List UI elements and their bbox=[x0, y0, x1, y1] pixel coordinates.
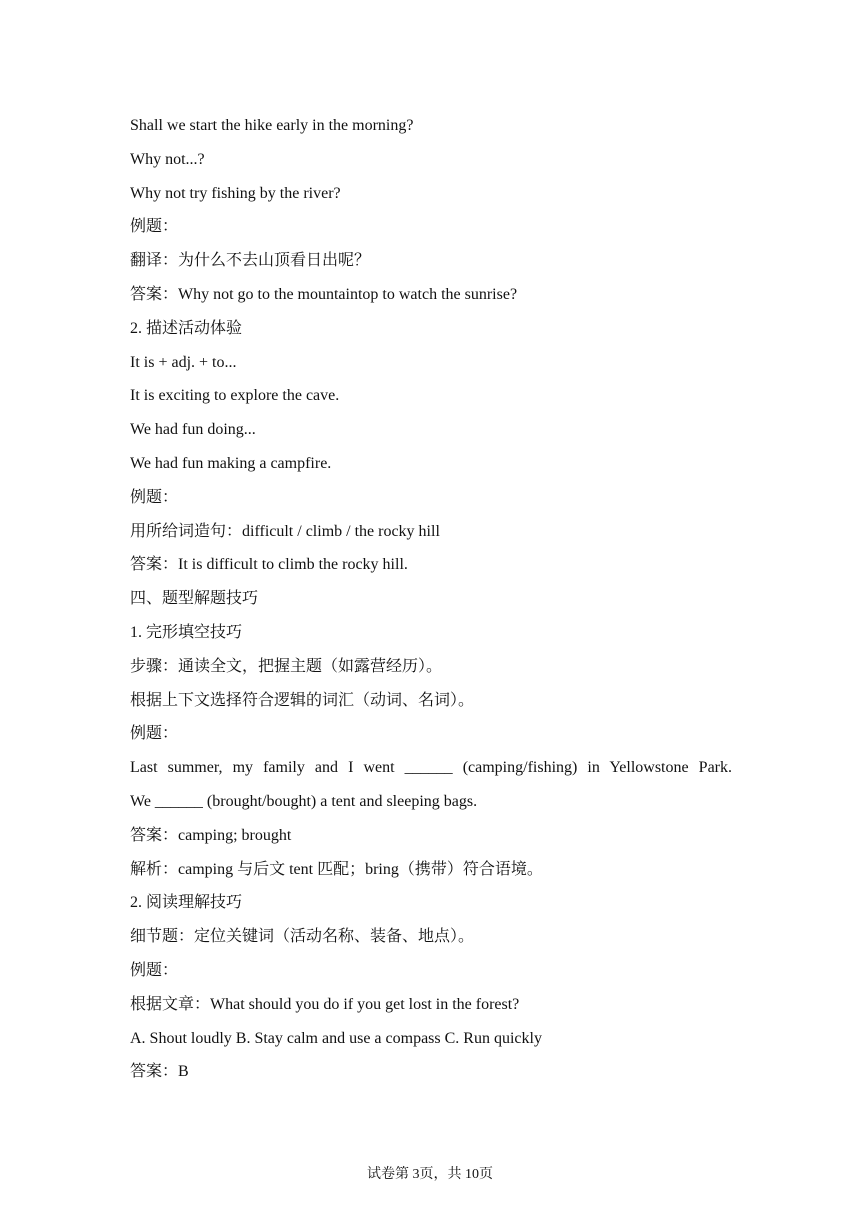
text-line: 细节题：定位关键词（活动名称、装备、地点）。 bbox=[130, 928, 475, 946]
example-label: 例题： bbox=[130, 488, 179, 506]
example-label: 例题： bbox=[130, 725, 179, 743]
section-heading: 四、题型解题技巧 bbox=[130, 590, 259, 608]
text-line: We had fun making a campfire. bbox=[130, 454, 332, 472]
answer-line: 答案：B bbox=[130, 1063, 189, 1081]
text-line: Why not try fishing by the river? bbox=[130, 184, 341, 202]
text-line: We ______ (brought/bought) a tent and sleeping bags. bbox=[130, 792, 478, 810]
text-line: 根据上下文选择符合逻辑的词汇（动词、名词）。 bbox=[130, 691, 475, 709]
text-line: 翻译：为什么不去山顶看日出呢？ bbox=[130, 252, 371, 270]
text-line: A. Shout loudly B. Stay calm and use a compass C. Run quickly bbox=[130, 1029, 542, 1047]
text-line: 根据文章：What should you do if you get lost in the forest? bbox=[130, 995, 520, 1013]
section-heading: 2. 描述活动体验 bbox=[130, 319, 243, 337]
text-line: 步骤：通读全文，把握主题（如露营经历）。 bbox=[130, 657, 443, 675]
text-line: Shall we start the hike early in the morning? bbox=[130, 117, 414, 134]
text-line: We had fun doing... bbox=[130, 421, 256, 439]
text-line: 用所给词造句：difficult / climb / the rocky hill bbox=[130, 522, 440, 540]
answer-line: 答案：It is difficult to climb the rocky hill. bbox=[130, 556, 408, 574]
document-body bbox=[130, 109, 732, 1089]
answer-line: 答案：camping; brought bbox=[130, 826, 292, 844]
text-line: It is + adj. + to... bbox=[130, 353, 237, 371]
text-line: Last summer, my family and I went ______ (camping/fishing) in Yellowstone Park. bbox=[130, 759, 732, 777]
text-line: Why not...? bbox=[130, 150, 205, 168]
text-line: It is exciting to explore the cave. bbox=[130, 387, 340, 405]
page-footer: 试卷第 3页，共 10页 bbox=[367, 1167, 493, 1182]
section-heading: 1. 完形填空技巧 bbox=[130, 623, 243, 641]
answer-line: 答案：Why not go to the mountaintop to watch the sunrise? bbox=[130, 285, 518, 303]
example-label: 例题： bbox=[130, 218, 179, 236]
example-label: 例题： bbox=[130, 961, 179, 979]
section-heading: 2. 阅读理解技巧 bbox=[130, 894, 243, 912]
explanation-line: 解析：camping 与后文 tent 匹配；bring（携带）符合语境。 bbox=[130, 860, 543, 878]
